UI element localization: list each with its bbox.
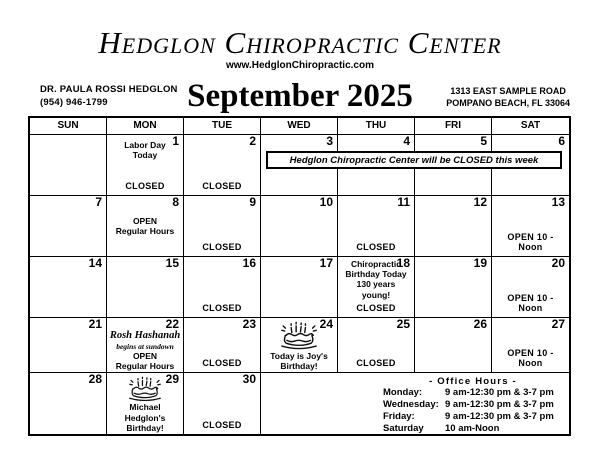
day-number: 6 <box>558 134 565 148</box>
day-number: 26 <box>473 317 487 331</box>
address-line2: POMPANO BEACH, FL 33064 <box>446 98 570 109</box>
day-number: 23 <box>242 317 256 331</box>
day-status: CLOSED <box>125 181 165 191</box>
day-number: 24 <box>319 317 333 331</box>
day-number: 20 <box>551 256 565 270</box>
day-status: OPEN 10 - Noon <box>507 232 554 252</box>
doctor-name: DR. PAULA ROSSI HEDGLON <box>40 84 178 96</box>
day-cell-9 <box>184 196 261 257</box>
day-cell-8 <box>107 196 184 257</box>
day-number: 14 <box>88 256 102 270</box>
day-number: 2 <box>249 134 256 148</box>
address-line1: 1313 EAST SAMPLE ROAD <box>450 85 566 96</box>
day-number: 30 <box>242 372 256 386</box>
holiday-name: Rosh Hashanah <box>109 330 181 341</box>
day-number: 22 <box>165 317 179 331</box>
day-number: 8 <box>172 195 179 209</box>
day-status: CLOSED <box>202 181 242 191</box>
calendar-grid <box>28 116 571 436</box>
day-note: Rosh Hashanah begins at sundown OPEN Regular Hours <box>109 330 181 371</box>
day-note: OPEN Regular Hours <box>115 215 175 236</box>
day-cell-12 <box>415 196 492 257</box>
day-cell-1 <box>107 135 184 196</box>
day-cell-17 <box>261 257 338 318</box>
day-number: 19 <box>473 256 487 270</box>
weekday-header-fri: FRI <box>415 118 492 135</box>
day-number: 11 <box>397 195 410 209</box>
weekday-header-mon: MON <box>107 118 184 135</box>
holiday-detail: begins at sundown <box>116 341 174 351</box>
weekday-header-sun: SUN <box>30 118 107 135</box>
day-status: CLOSED <box>202 303 242 313</box>
day-number: 5 <box>480 134 487 148</box>
day-number: 25 <box>396 317 410 331</box>
day-status: CLOSED <box>202 242 242 252</box>
day-cell-23 <box>184 318 261 373</box>
day-cell-25 <box>338 318 415 373</box>
day-number: 4 <box>403 134 410 148</box>
office-hours-row: Monday: 9 am-12:30 pm & 3-7 pm <box>383 387 554 398</box>
weekday-header-thu: THU <box>338 118 415 135</box>
office-hours-panel <box>261 373 569 434</box>
website-url: www.HedglonChiropractic.com <box>226 60 374 71</box>
office-hours-row: Saturday 10 am-Noon <box>383 423 500 435</box>
day-cell-28 <box>30 373 107 434</box>
birthday-cake-icon <box>275 321 323 350</box>
day-number: 16 <box>242 256 256 270</box>
day-status: CLOSED <box>356 358 396 368</box>
day-number: 27 <box>551 317 565 331</box>
day-status: OPEN 10 - Noon <box>507 348 554 368</box>
day-number: 7 <box>95 195 102 209</box>
day-cell-11 <box>338 196 415 257</box>
day-note: Chiropractic Birthday Today 130 years young! <box>345 259 407 300</box>
office-hours-title: - Office Hours - <box>429 376 517 387</box>
weekday-header-sat: SAT <box>492 118 569 135</box>
day-status: OPEN 10 - Noon <box>507 293 554 313</box>
day-cell-29 <box>107 373 184 434</box>
weekday-header-tue: TUE <box>184 118 261 135</box>
day-number: 15 <box>165 256 179 270</box>
clinic-name: Hedglon Chiropractic Center <box>98 25 502 60</box>
day-number: 28 <box>88 372 102 386</box>
day-cell-20 <box>492 257 569 318</box>
day-status: CLOSED <box>356 303 396 313</box>
day-cell-13 <box>492 196 569 257</box>
day-status: CLOSED <box>202 420 242 430</box>
day-note: Today is Joy's Birthday! <box>270 350 328 371</box>
day-cell-2 <box>184 135 261 196</box>
office-hours-row: Wednesday: 9 am-12:30 pm & 3-7 pm <box>383 399 554 411</box>
day-cell-24 <box>261 318 338 373</box>
day-number: 12 <box>473 195 487 209</box>
day-cell-15 <box>107 257 184 318</box>
day-number: 21 <box>88 317 102 331</box>
day-cell-empty <box>30 135 107 196</box>
masthead-subheader <box>0 71 600 113</box>
day-cell-14 <box>30 257 107 318</box>
day-number: 1 <box>172 134 179 148</box>
day-cell-21 <box>30 318 107 373</box>
day-status: CLOSED <box>356 242 396 252</box>
day-note: Labor Day Today <box>124 140 166 161</box>
doctor-phone: (954) 946-1799 <box>40 97 108 109</box>
day-number: 10 <box>319 195 333 209</box>
day-cell-16 <box>184 257 261 318</box>
day-cell-10 <box>261 196 338 257</box>
day-number: 3 <box>326 134 333 148</box>
birthday-cake-icon <box>121 376 169 401</box>
day-number: 17 <box>319 256 333 270</box>
day-cell-27 <box>492 318 569 373</box>
day-cell-18 <box>338 257 415 318</box>
day-number: 18 <box>396 256 410 270</box>
closed-week-banner: Hedglon Chiropractic Center will be CLOSED this week <box>266 151 562 169</box>
office-hours-row: Friday: 9 am-12:30 pm & 3-7 pm <box>383 411 554 423</box>
day-number: 13 <box>551 195 565 209</box>
weekday-header-wed: WED <box>261 118 338 135</box>
doctor-contact <box>40 84 178 110</box>
day-number: 9 <box>249 195 256 209</box>
day-status: CLOSED <box>202 358 242 368</box>
day-note: Michael Hedglon's Birthday! <box>124 402 166 433</box>
day-cell-22 <box>107 318 184 373</box>
day-cell-30 <box>184 373 261 434</box>
clinic-address <box>446 85 570 110</box>
day-cell-19 <box>415 257 492 318</box>
day-cell-7 <box>30 196 107 257</box>
day-cell-26 <box>415 318 492 373</box>
day-number: 29 <box>165 372 179 386</box>
month-title: September 2025 <box>187 78 413 114</box>
